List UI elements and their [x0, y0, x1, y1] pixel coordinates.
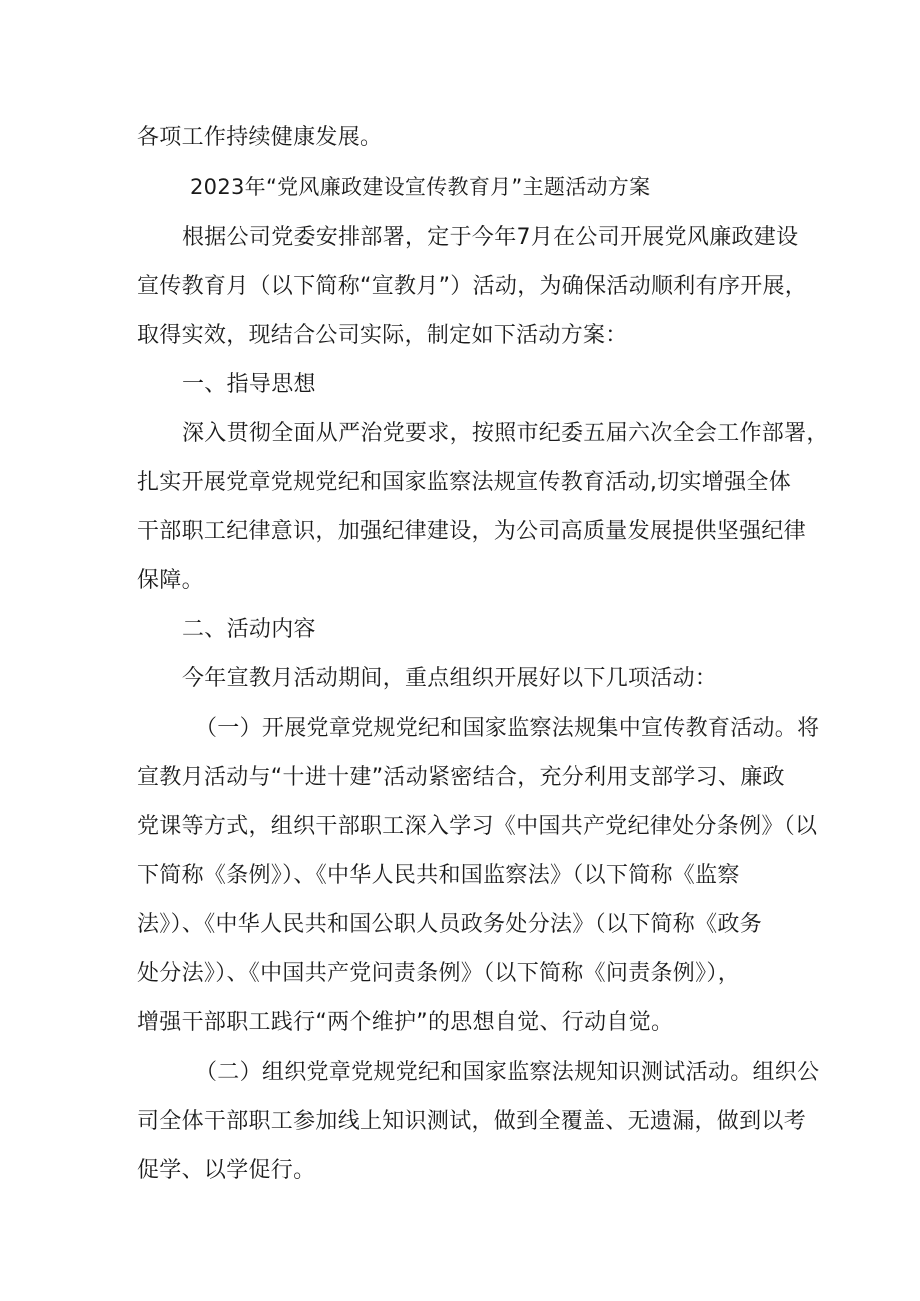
line-text: 增强干部职工践行“两个维护”的思想自觉、行动自觉。 [137, 1010, 674, 1035]
line-text: 宣传教育月（以下简称“宣教月”）活动，为确保活动顺利有序开展， [137, 274, 808, 299]
line-text: 下简称《条例》）、《中华人民共和国监察法》（以下简称《监察 [137, 863, 740, 888]
line-text: （二）组织党章党规党纪和国家监察法规知识测试活动。组织公 [195, 1060, 820, 1085]
line-text: 各项工作持续健康发展。 [137, 125, 383, 150]
line-text: 党课等方式，组织干部职工深入学习《中国共产党纪律处分条例》（以 [137, 814, 818, 839]
line-text: 根据公司党委安排部署，定于今年7月在公司开展党风廉政建设 [182, 225, 799, 250]
line-text: 司全体干部职工参加线上知识测试，做到全覆盖、无遗漏，做到以考 [137, 1109, 807, 1134]
line-text: 宣教月活动与“十进十建”活动紧密结合，充分利用支部学习、廉政 [137, 765, 785, 790]
line-text: （一）开展党章党规党纪和国家监察法规集中宣传教育活动。将 [195, 716, 820, 741]
heading-text: 一、指导思想 [182, 372, 316, 397]
line-text: 深入贯彻全面从严治党要求，按照市纪委五届六次全会工作部署， [182, 421, 829, 446]
line-text: 保障。 [137, 568, 204, 593]
line-text: 法》）、《中华人民共和国公职人员政务处分法》（以下简称《政务 [137, 912, 763, 937]
line-text: 处分法》）、《中国共产党问责条例》（以下简称《问责条例》）， [137, 961, 741, 986]
heading-text: 二、活动内容 [182, 617, 316, 642]
line-text: 取得实效，现结合公司实际，制定如下活动方案： [137, 323, 628, 348]
line-text: 促学、以学促行。 [137, 1158, 316, 1183]
line-text: 扎实开展党章党规党纪和国家监察法规宣传教育活动,切实增强全体 [137, 470, 791, 495]
title-text: 2023年“党风廉政建设宣传教育月”主题活动方案 [190, 175, 651, 199]
line-text: 干部职工纪律意识，加强纪律建设，为公司高质量发展提供坚强纪律 [137, 519, 807, 544]
line-text: 今年宣教月活动期间，重点组织开展好以下几项活动： [182, 666, 718, 691]
